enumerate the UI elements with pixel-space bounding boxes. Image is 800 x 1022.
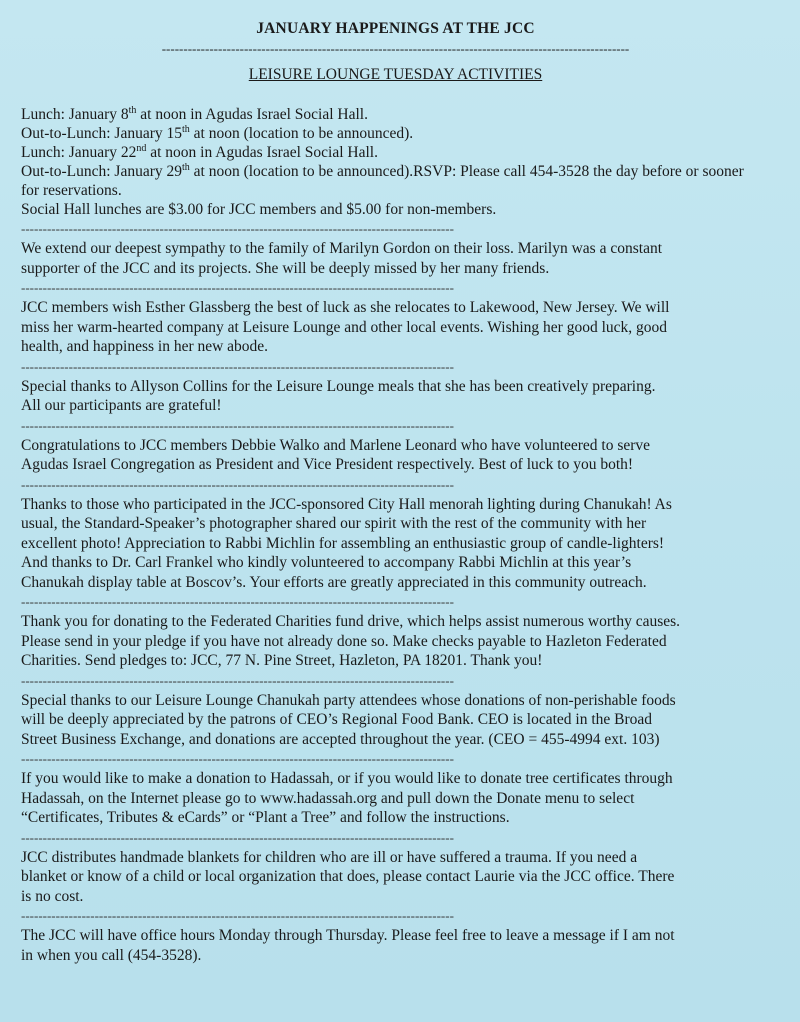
separator: ---------------------------------------------------------------------------------------------------- bbox=[21, 909, 454, 922]
separator: ---------------------------------------------------------------------------------------------------- bbox=[21, 418, 454, 432]
header-rule: ------------------------------------------------------------------------------------------------------------ bbox=[161, 42, 630, 56]
lunch-line: Out-to-Lunch: January 15th at noon (location to be announced). bbox=[21, 124, 414, 142]
notice-congratulations: Congratulations to JCC members Debbie Walko and Marlene Leonard who have volunteered to serve Agudas Israel Congregation as President and Vice President respectively. Best of luck to you both! bbox=[21, 436, 651, 473]
page-title: JANUARY HAPPENINGS AT THE JCC bbox=[256, 20, 535, 37]
separator: ---------------------------------------------------------------------------------------------------- bbox=[21, 830, 454, 844]
notice-farewell: JCC members wish Esther Glassberg the best of luck as she relocates to Lakewood, New Jersey. We will miss her warm-hearted company at Leisure Lounge and other local events. Wishing her good luck, good health, and happiness in her new abode. bbox=[21, 299, 670, 355]
separator: ---------------------------------------------------------------------------------------------------- bbox=[21, 477, 454, 491]
section-subtitle: LEISURE LOUNGE TUESDAY ACTIVITIES bbox=[248, 66, 543, 83]
notice-federated-charities: Thank you for donating to the Federated Charities fund drive, which helps assist numerous worthy causes. Please send in your pledge if you have not already done so. Make checks payable to Hazleton Federated Charities. Send pledges to: JCC, 77 N. Pine Street, Hazleton, PA 18201. Thank you! bbox=[21, 613, 681, 669]
lunch-line: Out-to-Lunch: January 29th at noon (location to be announced).RSVP: Please call 454-3528 the day before or sooner for reservations. bbox=[21, 162, 744, 199]
separator: ---------------------------------------------------------------------------------------------------- bbox=[21, 359, 454, 373]
notice-sympathy: We extend our deepest sympathy to the family of Marilyn Gordon on their loss. Marilyn was a constant supporter of the JCC and its projects. She will be deeply missed by her many friends. bbox=[21, 240, 663, 277]
notice-blankets: JCC distributes handmade blankets for children who are ill or have suffered a trauma. If you need a blanket or know of a child or local organization that does, please contact Laurie via the JCC office. There is no cost. bbox=[21, 848, 675, 905]
lunch-line: Lunch: January 8th at noon in Agudas Israel Social Hall. bbox=[21, 105, 368, 123]
separator: ---------------------------------------------------------------------------------------------------- bbox=[21, 222, 454, 235]
lunch-line: Lunch: January 22nd at noon in Agudas Israel Social Hall. bbox=[21, 143, 378, 161]
notice-menorah-lighting: Thanks to those who participated in the JCC-sponsored City Hall menorah lighting during Chanukah! As usual, the Standard-Speaker’s photographer shared our spirit with the rest of the community with her excellent photo! Appreciation to Rabbi Michlin for assembling an enthusiastic group of candle-lighters! And thanks to Dr. Carl Frankel who kindly volunteered to accompany Rabbi Michlin at this year’s Chanukah display table at Boscov’s. Your efforts are greatly appreciated in this community outreach. bbox=[21, 495, 672, 591]
lunch-schedule bbox=[21, 105, 790, 219]
notice-office-hours: The JCC will have office hours Monday through Thursday. Please feel free to leave a message if I am not in when you call (454-3528). bbox=[21, 927, 675, 964]
lunch-price-note: Social Hall lunches are $3.00 for JCC members and $5.00 for non-members. bbox=[21, 201, 497, 218]
separator: ---------------------------------------------------------------------------------------------------- bbox=[21, 673, 454, 687]
separator: ---------------------------------------------------------------------------------------------------- bbox=[21, 752, 454, 765]
notice-food-bank: Special thanks to our Leisure Lounge Chanukah party attendees whose donations of non-perishable foods will be deeply appreciated by the patrons of CEO’s Regional Food Bank. CEO is located in the Broad Street Business Exchange, and donations are accepted throughout the year. (CEO = 455-4994 ext. 103) bbox=[21, 691, 676, 748]
separator: ---------------------------------------------------------------------------------------------------- bbox=[21, 281, 454, 294]
notice-hadassah: If you would like to make a donation to Hadassah, or if you would like to donate tree certificates through Hadassah, on the Internet please go to www.hadassah.org and pull down the Donate menu to select “Certificates, Tributes & eCards” or “Plant a Tree” and follow the instructions. bbox=[21, 770, 673, 826]
separator: ---------------------------------------------------------------------------------------------------- bbox=[21, 595, 454, 608]
notice-thanks-meals: Special thanks to Allyson Collins for the Leisure Lounge meals that she has been creatively preparing. All our participants are grateful! bbox=[21, 377, 656, 414]
